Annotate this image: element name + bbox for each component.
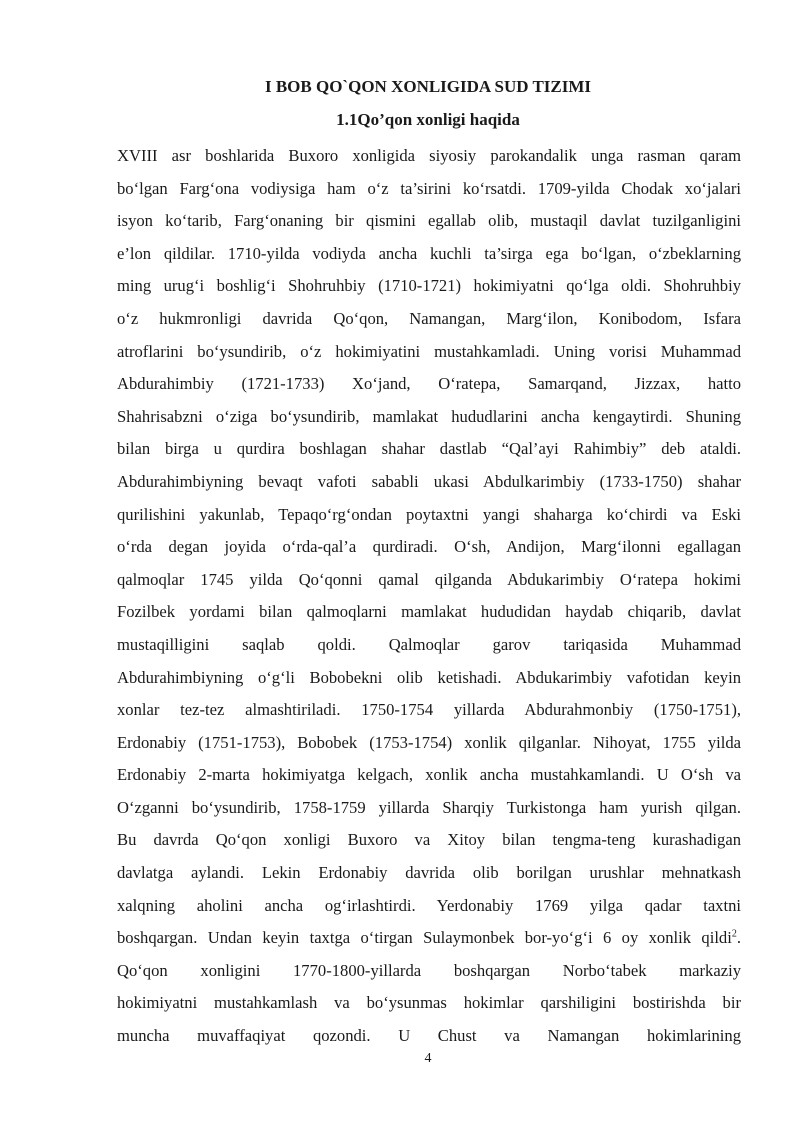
text-line: xonlar tez-tez almashtiriladi. 1750-1754 yillarda Abdurahmonbiy (1750-1751), [117,700,741,720]
text-line-content: boshqargan. Undan keyin taxtga o‘tirgan Sulaymonbek bor-yo‘g‘i 6 oy xonlik qildi [117,928,732,948]
text-line: bilan birga u qurdira boshlagan shahar dastlab “Qal’ayi Rahimbiy” deb ataldi. [117,439,741,459]
text-line: qurilishini yakunlab, Tepaqo‘rg‘ondan poytaxtni yangi shaharga ko‘chirdi va Eski [117,504,741,524]
body-text [117,140,741,1053]
text-line: atroflarini bo‘ysundirib, o‘z hokimiyatini mustahkamladi. Uning vorisi Muhammad [117,341,741,361]
text-line: Bu davrda Qo‘qon xonligi Buxoro va Xitoy bilan tengma-teng kurashadigan [117,830,741,850]
line-terminator: . [736,928,741,948]
text-line: Shahrisabzni o‘ziga bo‘ysundirib, mamlakat hududlarini ancha kengaytirdi. Shuning [117,406,741,426]
text-line: Erdonabiy 2-marta hokimiyatga kelgach, xonlik ancha mustahkamlandi. U O‘sh va [117,765,741,785]
text-line: Qo‘qon xonligini 1770-1800-yillarda boshqargan Norbo‘tabek markaziy [117,960,741,980]
text-line: e’lon qildilar. 1710-yilda vodiyda ancha kuchli ta’sirga ega bo‘lgan, o‘zbeklarning [117,243,741,263]
text-line: Abdurahimbiyning o‘g‘li Bobobekni olib ketishadi. Abdukarimbiy vafotidan keyin [117,667,741,687]
text-line: XVIII asr boshlarida Buxoro xonligida siyosiy parokandalik unga rasman qaram [117,146,741,165]
text-line: muncha muvaffaqiyat qozondi. U Chust va Namangan hokimlarining [117,1026,741,1046]
text-line: O‘zganni bo‘ysundirib, 1758-1759 yillarda Sharqiy Turkistonga ham yurish qilgan. [117,797,741,817]
text-line: Fozilbek yordami bilan qalmoqlarni mamlakat hududidan haydab chiqarib, davlat [117,602,741,622]
section-title: 1.1Qo’qon xonligi haqida [336,110,520,129]
text-line: Erdonabiy (1751-1753), Bobobek (1753-1754) xonlik qilganlar. Nihoyat, 1755 yilda [117,732,741,752]
text-line: o‘rda degan joyida o‘rda-qal’a qurdiradi. O‘sh, Andijon, Marg‘ilonni egallagan [117,537,741,557]
text-line: mustaqilligini saqlab qoldi. Qalmoqlar garov tariqasida Muhammad [117,634,741,654]
text-line: hokimiyatni mustahkamlash va bo‘ysunmas hokimlar qarshiligini bostirishda bir [117,993,741,1013]
text-line: Abdurahimbiy (1721-1733) Xo‘jand, O‘ratepa, Samarqand, Jizzax, hatto [117,374,741,394]
page-number: 4 [424,1051,432,1066]
text-line: bo‘lgan Farg‘ona vodiysiga ham o‘z ta’sirini ko‘rsatdi. 1709-yilda Chodak xo‘jalari [117,178,741,198]
text-line: isyon ko‘tarib, Farg‘onaning bir qismini egallab olib, mustaqil davlat tuzilganligini [117,211,741,231]
text-line: ming urug‘i boshlig‘i Shohruhbiy (1710-1721) hokimiyatni qo‘lga oldi. Shohruhbiy [117,276,741,296]
footnote-reference[interactable]: 2 [731,928,737,940]
text-line: davlatga aylandi. Lekin Erdonabiy davrida olib borilgan urushlar mehnatkash [117,863,741,883]
text-line: Abdurahimbiyning bevaqt vafoti sababli ukasi Abdulkarimbiy (1733-1750) shahar [117,471,741,491]
text-line: o‘z hukmronligi davrida Qo‘qon, Namangan, Marg‘ilon, Konibodom, Isfara [117,308,741,328]
text-line: xalqning aholini ancha og‘irlashtirdi. Yerdonabiy 1769 yilga qadar taxtni [117,895,741,915]
chapter-title: I BOB QO`QON XONLIGIDA SUD TIZIMI [264,77,592,96]
text-line: qalmoqlar 1745 yilda Qo‘qonni qamal qilganda Abdukarimbiy O‘ratepa hokimi [117,569,741,589]
text-line-with-footnote [117,922,741,955]
